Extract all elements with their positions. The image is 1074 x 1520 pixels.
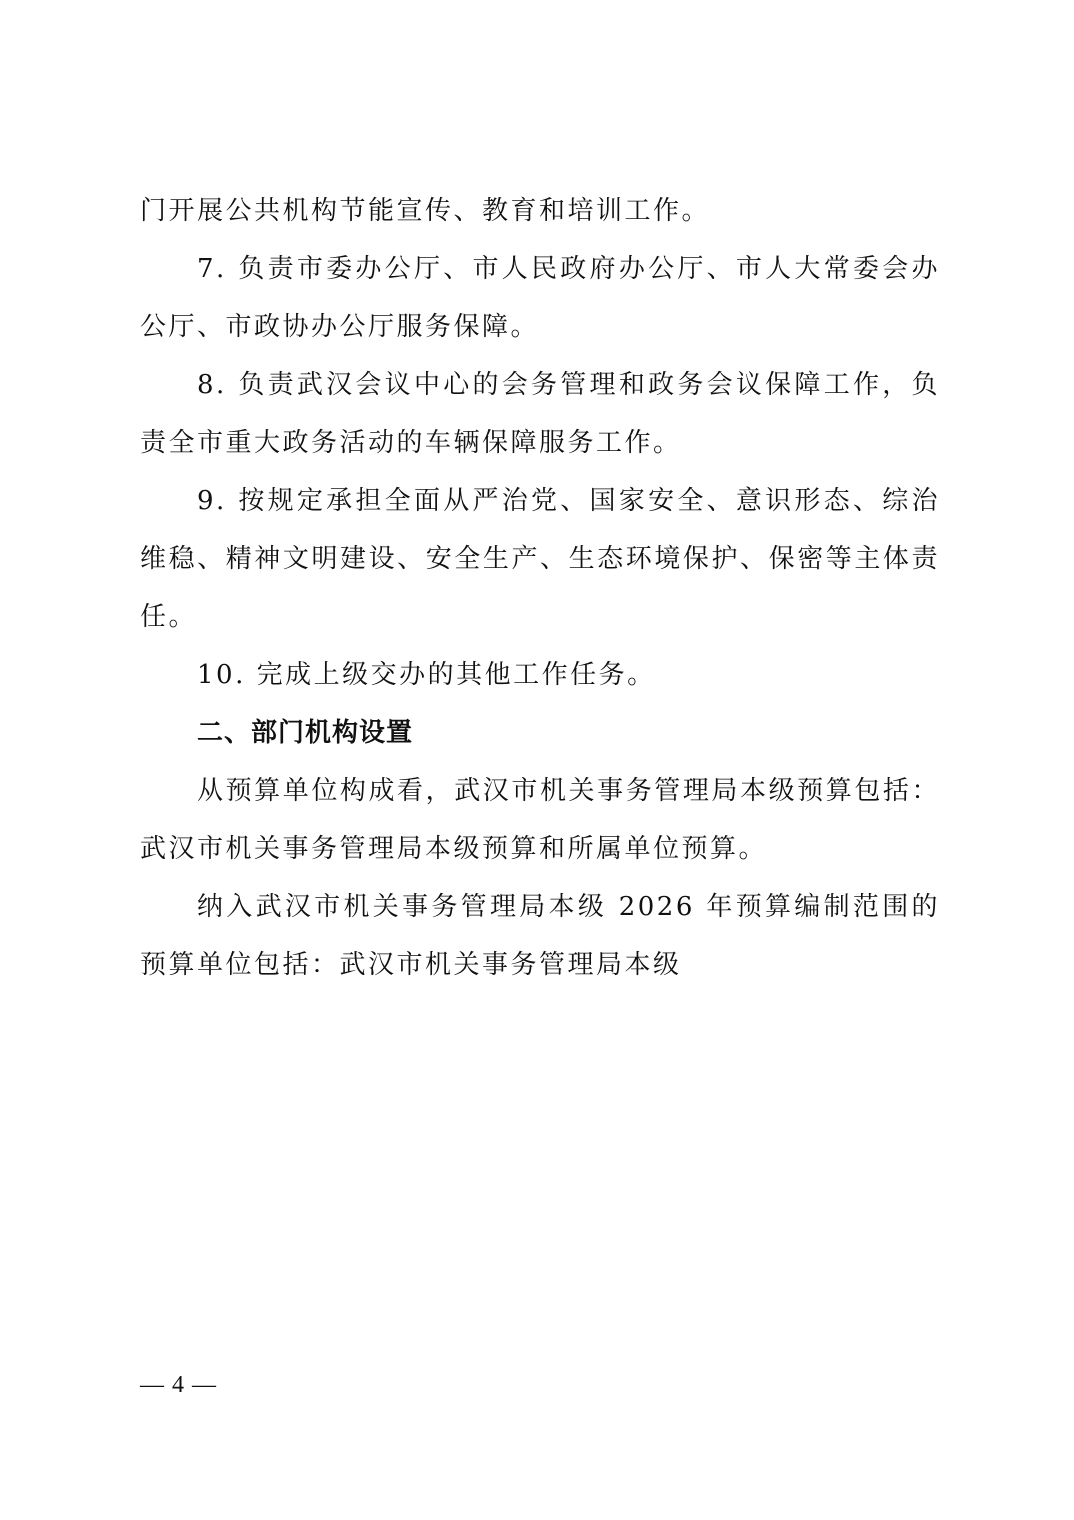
paragraph-continuation: 门开展公共机构节能宣传、教育和培训工作。: [140, 196, 711, 226]
paragraph-item-8: 8. 负责武汉会议中心的会务管理和政务会议保障工作，负责全市重大政务活动的车辆保障服务工作。: [140, 370, 940, 458]
page-number: — 4 —: [140, 1372, 217, 1398]
paragraph-item-7: 7. 负责市委办公厅、市人民政府办公厅、市人大常委会办公厅、市政协办公厅服务保障。: [140, 254, 940, 342]
paragraph-budget-scope: 纳入武汉市机关事务管理局本级 2026 年预算编制范围的预算单位包括：武汉市机关事务管理局本级: [140, 892, 940, 980]
section-heading: 二、部门机构设置: [197, 718, 414, 748]
paragraph-item-10: 10. 完成上级交办的其他工作任务。: [197, 660, 656, 690]
paragraph-item-9: 9. 按规定承担全面从严治党、国家安全、意识形态、综治维稳、精神文明建设、安全生产、生态环境保护、保密等主体责任。: [140, 486, 940, 632]
page-content: [140, 182, 940, 994]
paragraph-budget-composition: 从预算单位构成看，武汉市机关事务管理局本级预算包括：武汉市机关事务管理局本级预算和所属单位预算。: [140, 776, 940, 864]
